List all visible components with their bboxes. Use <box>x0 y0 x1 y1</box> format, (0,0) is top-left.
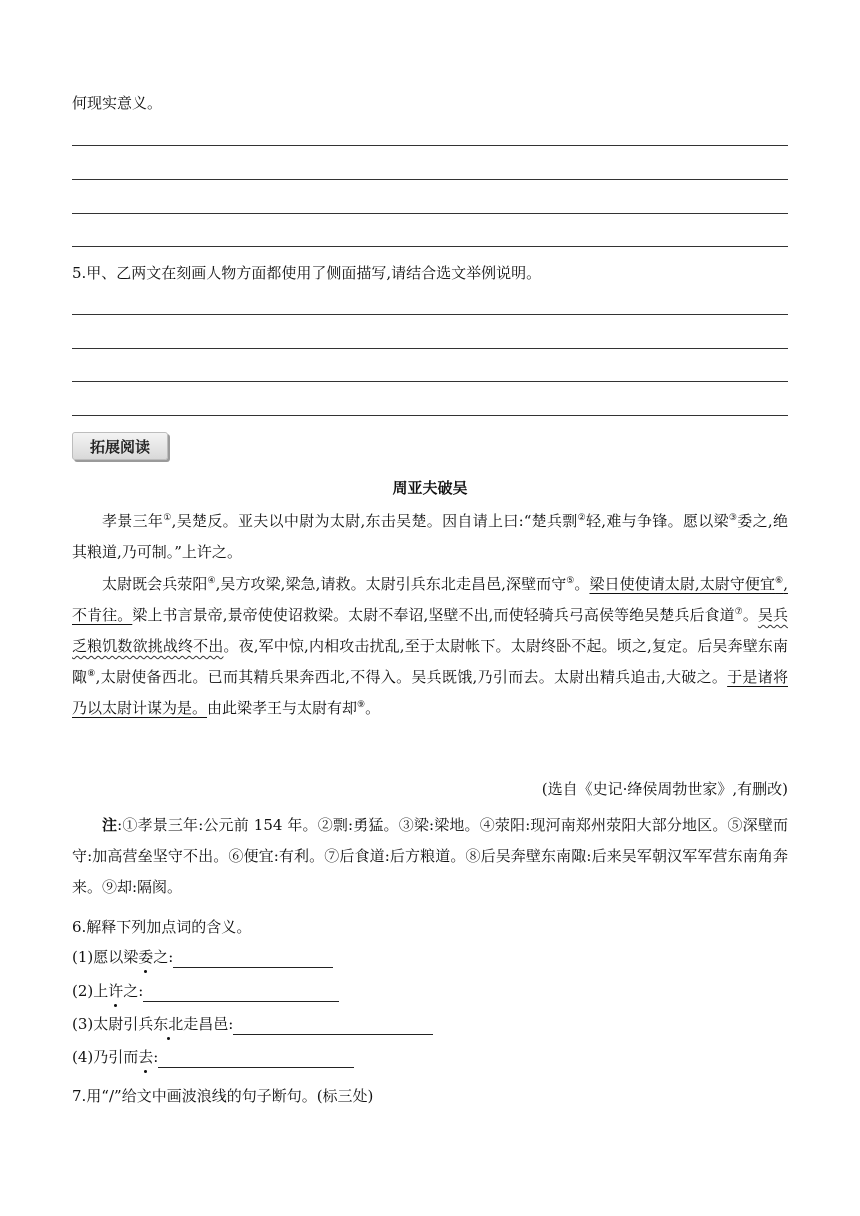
answer-blank[interactable] <box>173 949 333 968</box>
text-run: (1)愿以梁 <box>72 948 139 966</box>
footnote-ref: ② <box>577 513 586 523</box>
question-6-stem: 6.解释下列加点词的含义。 <box>72 918 252 936</box>
passage-paragraph-1 <box>72 506 788 568</box>
q6-item-2 <box>72 980 339 1002</box>
footnote-ref: ⑨ <box>357 700 366 710</box>
text-run: ,吴楚反。亚夫以中尉为太尉,东击吴楚。因自请上曰:“楚兵剽 <box>171 512 578 530</box>
text-run: 孝景三年 <box>102 512 164 530</box>
text-run: 梁日使使请太尉,太尉守便宜 <box>589 575 776 593</box>
dotted-word: 许 <box>108 982 124 1000</box>
section-badge <box>72 432 168 460</box>
passage-source: (选自《史记·绛侯周勃世家》,有删改) <box>541 780 788 798</box>
text-run: (4)乃引而 <box>72 1048 139 1066</box>
answer-blank[interactable] <box>143 983 339 1002</box>
answer-line <box>72 381 788 382</box>
text-run: 。 <box>742 606 758 624</box>
text-run: 。 <box>365 699 381 717</box>
answer-line <box>72 213 788 214</box>
text-run: (3)太尉引兵 <box>72 1015 154 1033</box>
footnote-ref: ⑤ <box>566 576 575 586</box>
q6-item-4 <box>72 1046 354 1068</box>
footnote-ref: ④ <box>207 576 216 586</box>
text-run: 走昌邑: <box>183 1015 234 1033</box>
answer-line <box>72 246 788 247</box>
answer-line <box>72 348 788 349</box>
answer-line <box>72 314 788 315</box>
text-run: ,不肯往。 <box>72 575 788 624</box>
answer-line <box>72 415 788 416</box>
text-run: 由此梁孝王与太尉有却 <box>207 699 358 717</box>
footnote-ref: ⑥ <box>775 576 784 586</box>
answer-blank[interactable] <box>158 1049 354 1068</box>
q4-tail-text: 何现实意义。 <box>72 94 163 112</box>
answer-line <box>72 145 788 146</box>
answer-blank[interactable] <box>233 1016 433 1035</box>
text-run: 委之,绝其粮道,乃可制。”上许之。 <box>72 512 788 561</box>
passage-notes <box>72 810 788 903</box>
dotted-word: 东北 <box>153 1015 184 1033</box>
text-run: (2)上 <box>72 982 109 1000</box>
q6-item-1 <box>72 946 333 968</box>
text-run: ,吴方攻梁,梁急,请救。太尉引兵东北走昌邑,深壁而守 <box>215 575 567 593</box>
passage-paragraph-2 <box>72 569 788 724</box>
underlined-sentence: 于是诸将乃以太尉计谋为是。 <box>72 668 788 717</box>
text-run: : <box>153 1048 159 1066</box>
footnote-ref: ③ <box>728 513 738 523</box>
q6-item-3 <box>72 1013 433 1035</box>
question-7: 7.用“/”给文中画波浪线的句子断句。(标三处) <box>72 1087 374 1105</box>
dotted-word: 委 <box>138 948 154 966</box>
answer-line <box>72 179 788 180</box>
text-run: 之: <box>153 948 174 966</box>
passage-title: 周亚夫破吴 <box>392 479 468 497</box>
section-badge-label: 拓展阅读 <box>89 438 150 456</box>
text-run: 。 <box>574 575 590 593</box>
note-text: :①孝景三年:公元前 154 年。②剽:勇猛。③梁:梁地。④荥阳:现河南郑州荥阳大部分地区。⑤深壁而守:加高营垒坚守不出。⑥便宜:有利。⑦后食道:后方粮道。⑧后吴奔壁东南陬:后来吴军朝汉军军营东南角奔来。⑨却:隔阂。 <box>72 816 788 896</box>
note-label: 注 <box>102 816 118 834</box>
question-5: 5.甲、乙两文在刻画人物方面都使用了侧面描写,请结合选文举例说明。 <box>72 264 542 282</box>
footnote-ref: ⑦ <box>734 607 743 617</box>
text-run: 。夜,军中惊,内相攻击扰乱,至于太尉帐下。太尉终卧不起。顷之,复定。后吴奔壁东南陬 <box>72 637 788 686</box>
wavy-underlined-sentence: 吴兵乏粮饥数欲挑战终不出 <box>72 606 788 655</box>
dotted-word: 去 <box>138 1048 154 1066</box>
footnote-ref: ⑧ <box>87 669 96 679</box>
text-run: 轻,难与争锋。愿以梁 <box>586 512 729 530</box>
text-run: 之: <box>123 982 144 1000</box>
text-run: ,太尉使备西北。已而其精兵果奔西北,不得入。吴兵既饿,乃引而去。太尉出精兵追击,大破之。 <box>95 668 728 686</box>
text-run: 梁上书言景帝,景帝使使诏救梁。太尉不奉诏,坚壁不出,而使轻骑兵弓高侯等绝吴楚兵后食道 <box>132 606 735 624</box>
footnote-ref: ① <box>163 513 172 523</box>
text-run: 太尉既会兵荥阳 <box>102 575 208 593</box>
